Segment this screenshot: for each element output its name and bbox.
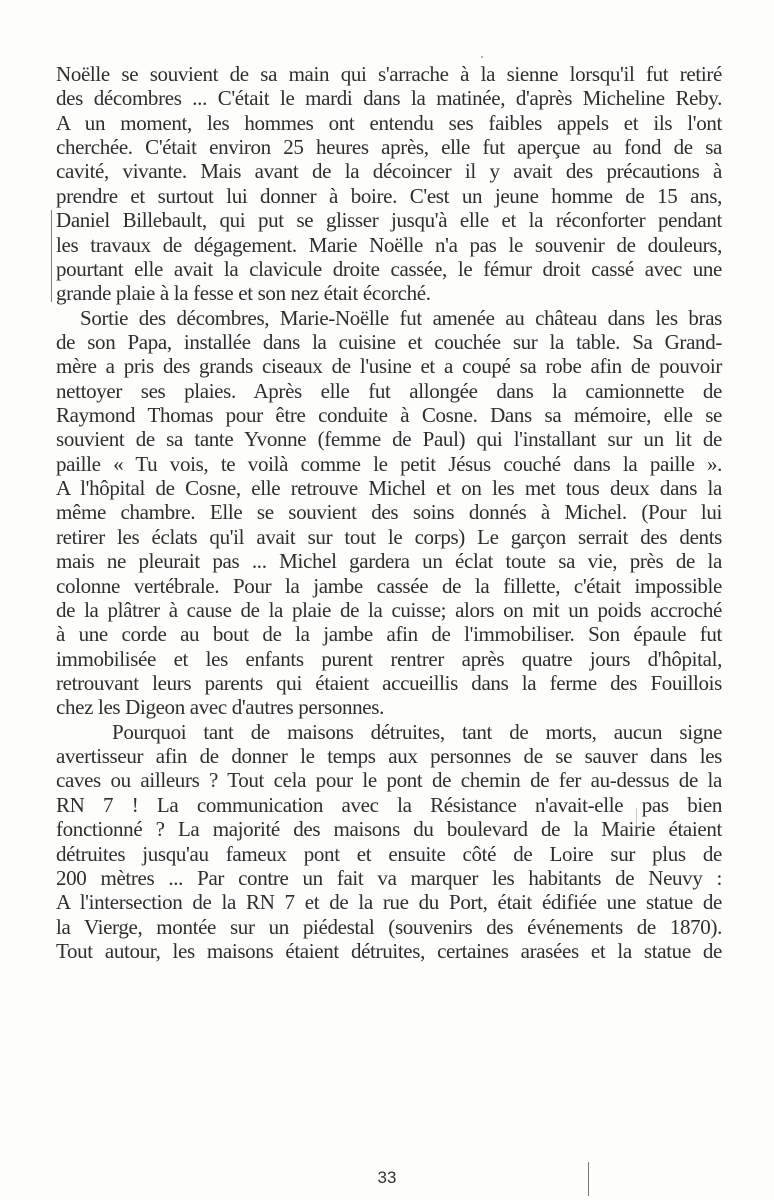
text-line: les travaux de dégagement. Marie Noëlle n'a pas le souvenir de douleurs, [56, 232, 722, 257]
text-line: A un moment, les hommes ont entendu ses faibles appels et ils l'ont [56, 110, 722, 135]
text-line: avertisseur afin de donner le temps aux personnes de se sauver dans les [56, 744, 722, 769]
text-line: RN 7 ! La communication avec la Résistance n'avait-elle pas bien [56, 792, 722, 817]
body-text [56, 62, 722, 963]
text-line: de son Papa, installée dans la cuisine et couchée sur la table. Sa Grand- [56, 329, 722, 354]
text-line: A l'intersection de la RN 7 et de la rue du Port, était édifiée une statue de [56, 890, 722, 915]
text-line: pourtant elle avait la clavicule droite cassée, le fémur droit cassé avec une [56, 256, 722, 281]
paragraph-3 [56, 720, 722, 964]
text-line: A l'hôpital de Cosne, elle retrouve Michel et on les met tous deux dans la [56, 476, 722, 501]
text-line: souvient de sa tante Yvonne (femme de Paul) qui l'installant sur un lit de [56, 427, 722, 452]
text-line: paille « Tu vois, te voilà comme le petit Jésus couché dans la paille ». [56, 451, 722, 476]
text-line: cherchée. C'était environ 25 heures après, elle fut aperçue au fond de sa [56, 135, 722, 160]
text-line: 200 mètres ... Par contre un fait va marquer les habitants de Neuvy : [56, 865, 722, 890]
text-line: caves ou ailleurs ? Tout cela pour le pont de chemin de fer au-dessus de la [56, 768, 722, 793]
text-line: Sortie des décombres, Marie-Noëlle fut amenée au château dans les bras [80, 305, 722, 330]
paragraph-2 [56, 306, 722, 720]
text-line: prendre et surtout lui donner à boire. C'est un jeune homme de 15 ans, [56, 183, 722, 208]
text-line: détruites jusqu'au fameux pont et ensuite côté de Loire sur plus de [56, 841, 722, 866]
margin-bar-left [51, 210, 52, 302]
text-line: fonctionné ? La majorité des maisons du boulevard de la Mairie étaient [56, 817, 722, 842]
text-line: retrouvant leurs parents qui étaient accueillis dans la ferme des Fouillois [56, 670, 722, 695]
text-line: colonne vertébrale. Pour la jambe cassée de la fillette, c'était impossible [56, 573, 722, 598]
text-line: la Vierge, montée sur un piédestal (souvenirs des événements de 1870). [56, 914, 722, 939]
text-line: mère a pris des grands ciseaux de l'usine et a coupé sa robe afin de pouvoir [56, 354, 722, 379]
text-line: immobilisée et les enfants purent rentrer après quatre jours d'hôpital, [56, 646, 722, 671]
text-line: mais ne pleurait pas ... Michel gardera un éclat toute sa vie, près de la [56, 549, 722, 574]
text-line: retirer les éclats qu'il avait sur tout le corps) Le garçon serrait des dents [56, 524, 722, 549]
text-line: même chambre. Elle se souvient des soins donnés à Michel. (Pour lui [56, 500, 722, 525]
text-line: des décombres ... C'était le mardi dans la matinée, d'après Micheline Reby. [56, 86, 722, 111]
text-line: Tout autour, les maisons étaient détruites, certaines arasées et la statue de [56, 938, 722, 963]
text-line: nettoyer ses plaies. Après elle fut allongée dans la camionnette de [56, 378, 722, 403]
text-line: cavité, vivante. Mais avant de la décoincer il y avait des précautions à [56, 159, 722, 184]
text-line: à une corde au bout de la jambe afin de l'immobiliser. Son épaule fut [56, 622, 722, 647]
text-line: Raymond Thomas pour être conduite à Cosne. Dans sa mémoire, elle se [56, 403, 722, 428]
text-line: chez les Digeon avec d'autres personnes. [56, 695, 384, 720]
text-line: de la plâtrer à cause de la plaie de la cuisse; alors on mit un poids accroché [56, 597, 722, 622]
paragraph-1 [56, 62, 722, 306]
text-line: Noëlle se souvient de sa main qui s'arrache à la sienne lorsqu'il fut retiré [56, 62, 722, 86]
text-line: Daniel Billebault, qui put se glisser jusqu'à elle et la réconforter pendant [56, 208, 722, 233]
scan-speck [481, 56, 483, 58]
text-line: Pourquoi tant de maisons détruites, tant de morts, aucun signe [112, 719, 722, 744]
text-line: grande plaie à la fesse et son nez était écorché. [56, 281, 431, 306]
page-number: 33 [377, 1168, 397, 1187]
